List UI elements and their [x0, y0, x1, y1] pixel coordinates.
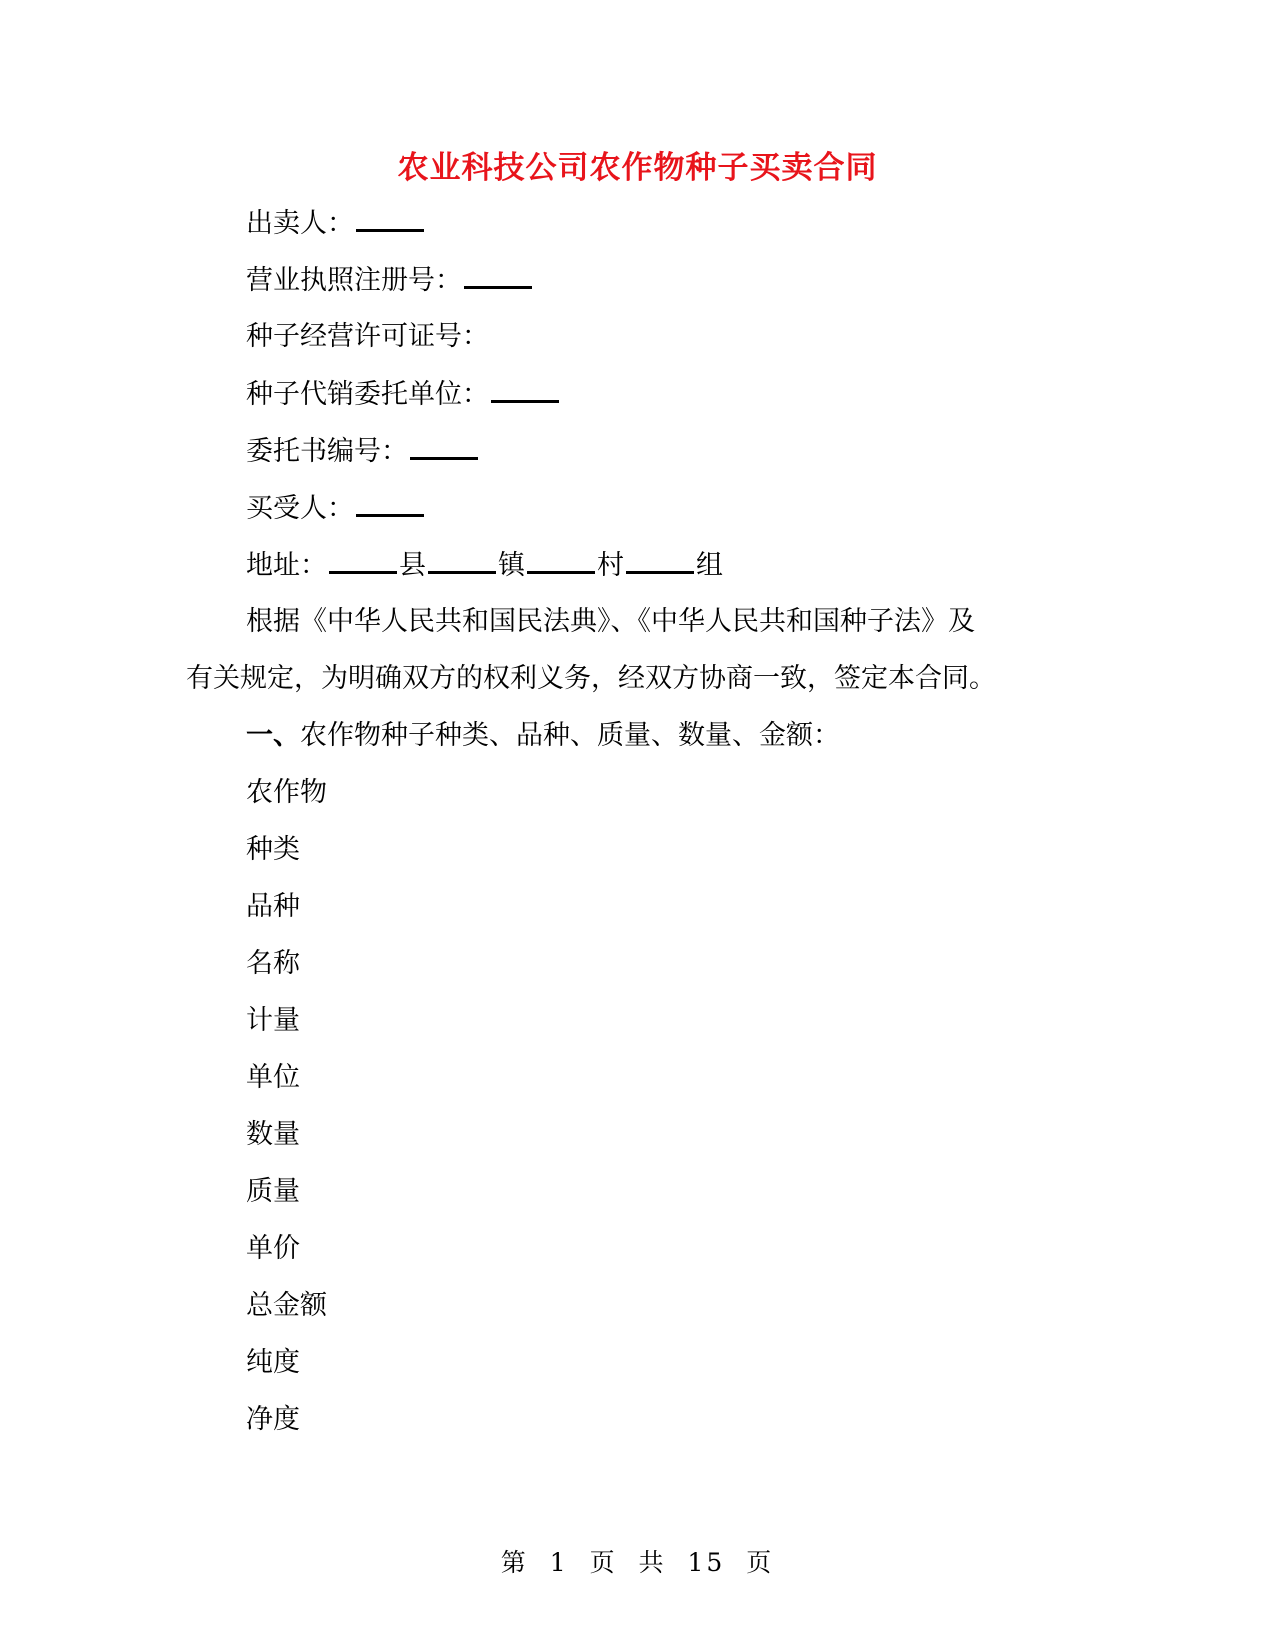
item-label: 单价	[246, 1233, 300, 1264]
seed-permit-line	[246, 317, 489, 357]
item-label: 品种	[246, 891, 300, 922]
agent-unit-label: 种子代销委托单位：	[246, 379, 489, 410]
page-number-footer: 第 1 页 共 15 页	[500, 1548, 775, 1577]
buyer-label: 买受人：	[246, 493, 354, 524]
section-1-number: 一、	[246, 720, 300, 751]
section-1-text: 农作物种子种类、品种、质量、数量、金额：	[300, 720, 840, 751]
village-label: 村	[597, 550, 624, 581]
item-label: 种类	[246, 834, 300, 865]
seller-blank[interactable]	[356, 203, 424, 232]
item-label: 总金额	[246, 1290, 327, 1321]
town-blank[interactable]	[428, 545, 496, 574]
item-label: 数量	[246, 1119, 300, 1150]
buyer-blank[interactable]	[356, 488, 424, 517]
address-label: 地址：	[246, 550, 327, 581]
address-line	[246, 545, 723, 586]
intro-paragraph-line2: 有关规定，为明确双方的权利义务，经双方协商一致，签定本合同。	[186, 663, 996, 694]
county-label: 县	[399, 550, 426, 581]
document-title: 农业科技公司农作物种子买卖合同	[397, 150, 878, 186]
seller-line	[246, 203, 426, 244]
agent-unit-blank[interactable]	[491, 374, 559, 403]
village-blank[interactable]	[527, 545, 595, 574]
buyer-line	[246, 488, 426, 529]
license-blank[interactable]	[464, 260, 532, 289]
entrust-no-label: 委托书编号：	[246, 436, 408, 467]
county-blank[interactable]	[329, 545, 397, 574]
item-label: 计量	[246, 1005, 300, 1036]
seed-permit-label: 种子经营许可证号：	[246, 321, 489, 352]
group-blank[interactable]	[626, 545, 694, 574]
item-label: 质量	[246, 1176, 300, 1207]
town-label: 镇	[498, 550, 525, 581]
intro-paragraph-line1: 根据《中华人民共和国民法典》、《中华人民共和国种子法》及	[246, 606, 975, 637]
item-label: 名称	[246, 948, 300, 979]
item-label: 农作物	[246, 777, 327, 808]
license-label: 营业执照注册号：	[246, 265, 462, 296]
group-label: 组	[696, 550, 723, 581]
item-label: 单位	[246, 1062, 300, 1093]
entrust-no-line	[246, 431, 480, 472]
entrust-no-blank[interactable]	[410, 431, 478, 460]
agent-unit-line	[246, 374, 561, 415]
item-label: 净度	[246, 1404, 300, 1435]
section-1-heading	[246, 716, 840, 756]
item-label: 纯度	[246, 1347, 300, 1378]
license-line	[246, 260, 534, 301]
seller-label: 出卖人：	[246, 208, 354, 239]
